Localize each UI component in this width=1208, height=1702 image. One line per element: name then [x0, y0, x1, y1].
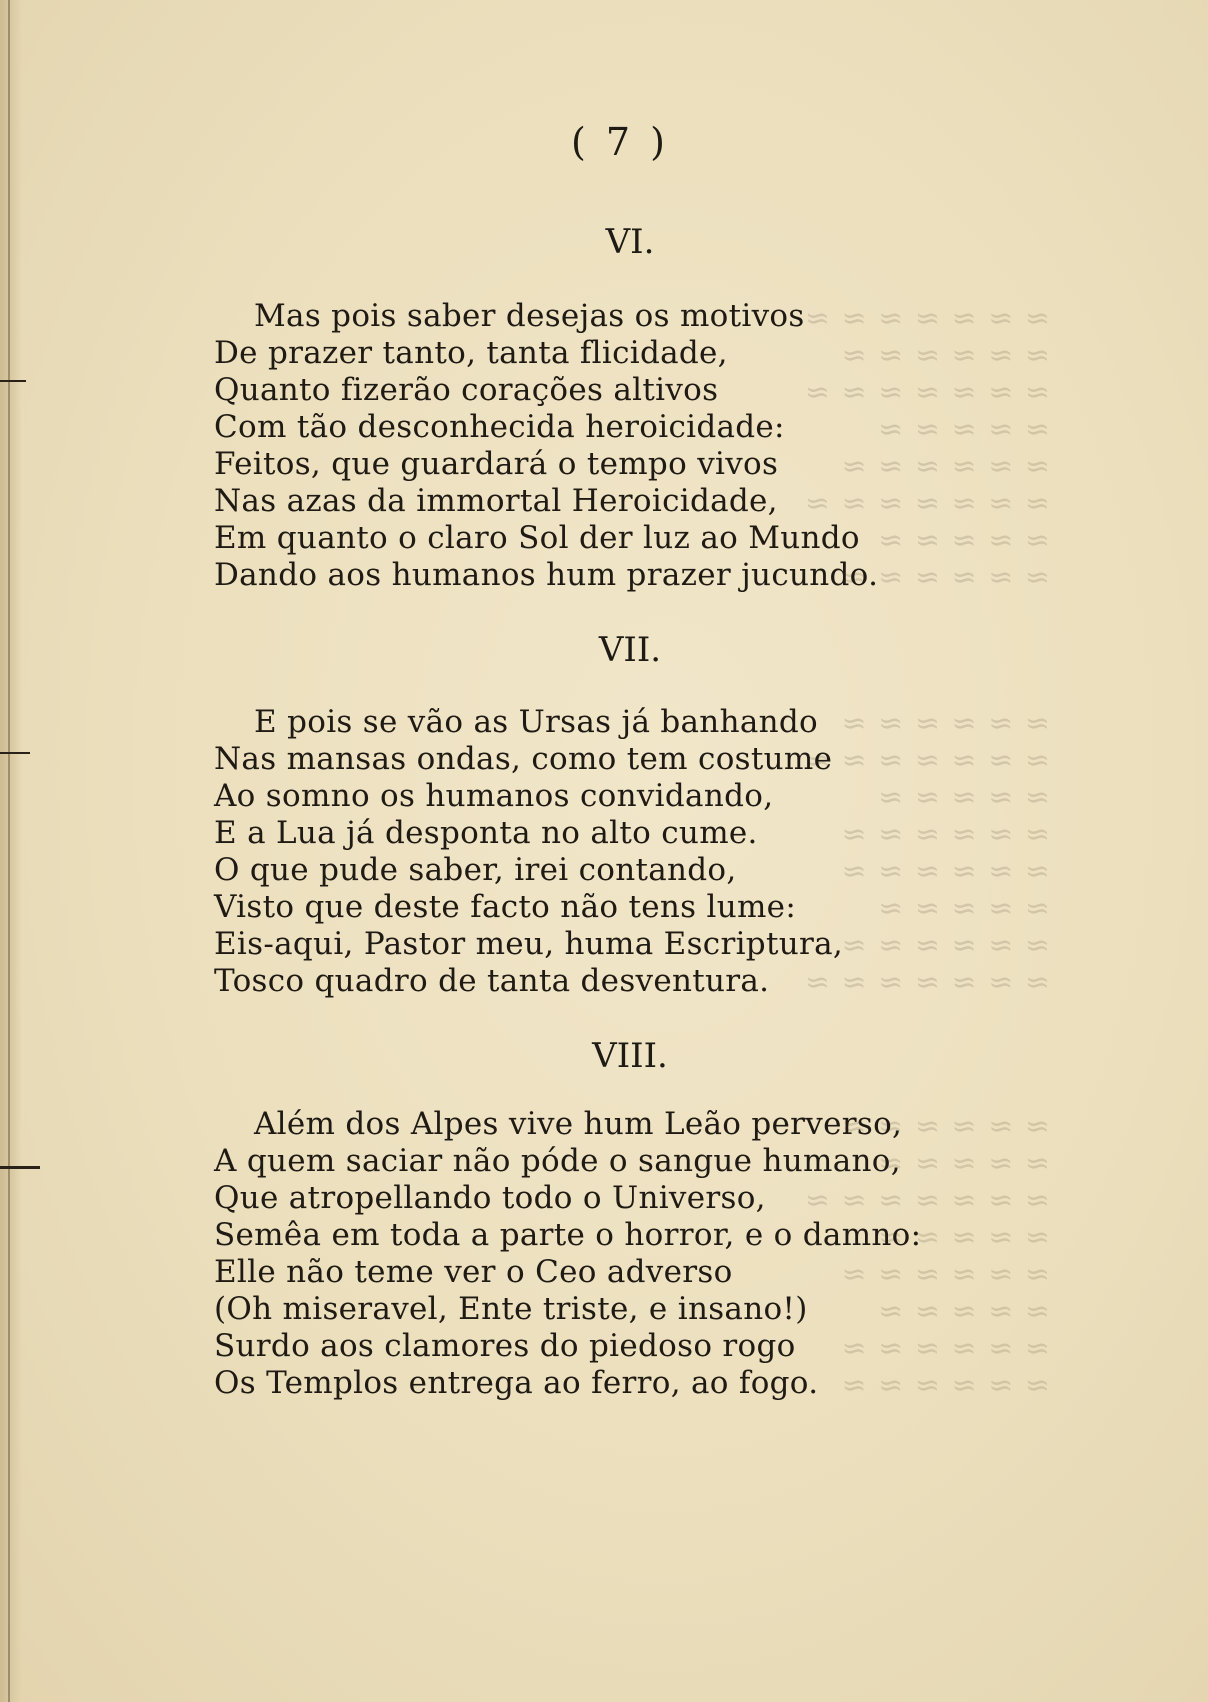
verse-line: Ao somno os humanos convidando, [214, 778, 774, 814]
edge-mark [0, 380, 26, 382]
edge-mark [0, 1166, 40, 1169]
verse-line: E pois se vão as Ursas já banhando [254, 704, 818, 740]
verse-line: Eis-aqui, Pastor meu, huma Escriptura, [214, 926, 844, 962]
show-through-text: ≈ ≈ ≈ ≈ ≈ ≈ ≈ ≈ ≈ ≈ ≈ ≈ ≈ ≈ ≈ ≈ ≈ ≈ ≈ ≈ ≈ ≈ ≈ ≈ ≈ ≈ ≈ ≈ ≈ ≈ ≈ ≈ ≈ ≈ ≈ ≈ ≈ ≈ ≈ ≈ ≈ ≈ ≈ ≈ ≈ ≈ ≈ ≈ ≈ [803, 301, 1050, 595]
stanza-heading: VII. [598, 630, 662, 670]
verse-line: Elle não teme ver o Ceo adverso [214, 1254, 733, 1290]
verse-line: (Oh miseravel, Ente triste, e insano!) [214, 1291, 808, 1327]
verse-line: Mas pois saber desejas os motivos [254, 298, 805, 334]
verse-line: Feitos, que guardará o tempo vivos [214, 446, 779, 482]
verse-line: A quem saciar não póde o sangue humano, [214, 1143, 901, 1179]
verse-line: Tosco quadro de tanta desventura. [214, 963, 770, 999]
verse-line: Nas azas da immortal Heroicidade, [214, 483, 778, 519]
verse-line: Com tão desconhecida heroicidade: [214, 409, 785, 445]
verse-line: Semêa em toda a parte o horror, e o damno: [214, 1217, 922, 1253]
page-number: ( 7 ) [571, 120, 669, 164]
verse-line: De prazer tanto, tanta flicidade, [214, 335, 728, 371]
stanza [214, 298, 914, 594]
verse-line: E a Lua já desponta no alto cume. [214, 815, 758, 851]
verse-line: O que pude saber, irei contando, [214, 852, 737, 888]
stanza-heading: VI. [605, 222, 655, 262]
edge-mark [0, 752, 30, 754]
verse-line: Visto que deste facto não tens lume: [214, 889, 797, 925]
show-through-text: ≈ ≈ ≈ ≈ ≈ ≈ ≈ ≈ ≈ ≈ ≈ ≈ ≈ ≈ ≈ ≈ ≈ ≈ ≈ ≈ ≈ ≈ ≈ ≈ ≈ ≈ ≈ ≈ ≈ ≈ ≈ ≈ ≈ ≈ ≈ ≈ ≈ ≈ ≈ ≈ ≈ ≈ ≈ ≈ ≈ ≈ ≈ ≈ [803, 706, 1050, 1000]
verse-line: Quanto fizerão corações altivos [214, 372, 719, 408]
verse-line: Surdo aos clamores do piedoso rogo [214, 1328, 796, 1364]
stanza [214, 1106, 922, 1402]
verse-line: Em quanto o claro Sol der luz ao Mundo [214, 520, 860, 556]
stanza-heading: VIII. [592, 1036, 668, 1076]
verse-line: Além dos Alpes vive hum Leão perverso, [254, 1106, 903, 1142]
verse-line: Nas mansas ondas, como tem costume [214, 741, 833, 777]
verse-line: Dando aos humanos hum prazer jucundo. [214, 557, 879, 593]
verse-line: Que atropellando todo o Universo, [214, 1180, 766, 1216]
show-through-text: ≈ ≈ ≈ ≈ ≈ ≈ ≈ ≈ ≈ ≈ ≈ ≈ ≈ ≈ ≈ ≈ ≈ ≈ ≈ ≈ ≈ ≈ ≈ ≈ ≈ ≈ ≈ ≈ ≈ ≈ ≈ ≈ ≈ ≈ ≈ ≈ ≈ ≈ ≈ ≈ ≈ ≈ ≈ ≈ ≈ ≈ [803, 1109, 1050, 1403]
stanza [214, 704, 914, 1000]
verse-line: Os Templos entrega ao ferro, ao fogo. [214, 1365, 819, 1401]
